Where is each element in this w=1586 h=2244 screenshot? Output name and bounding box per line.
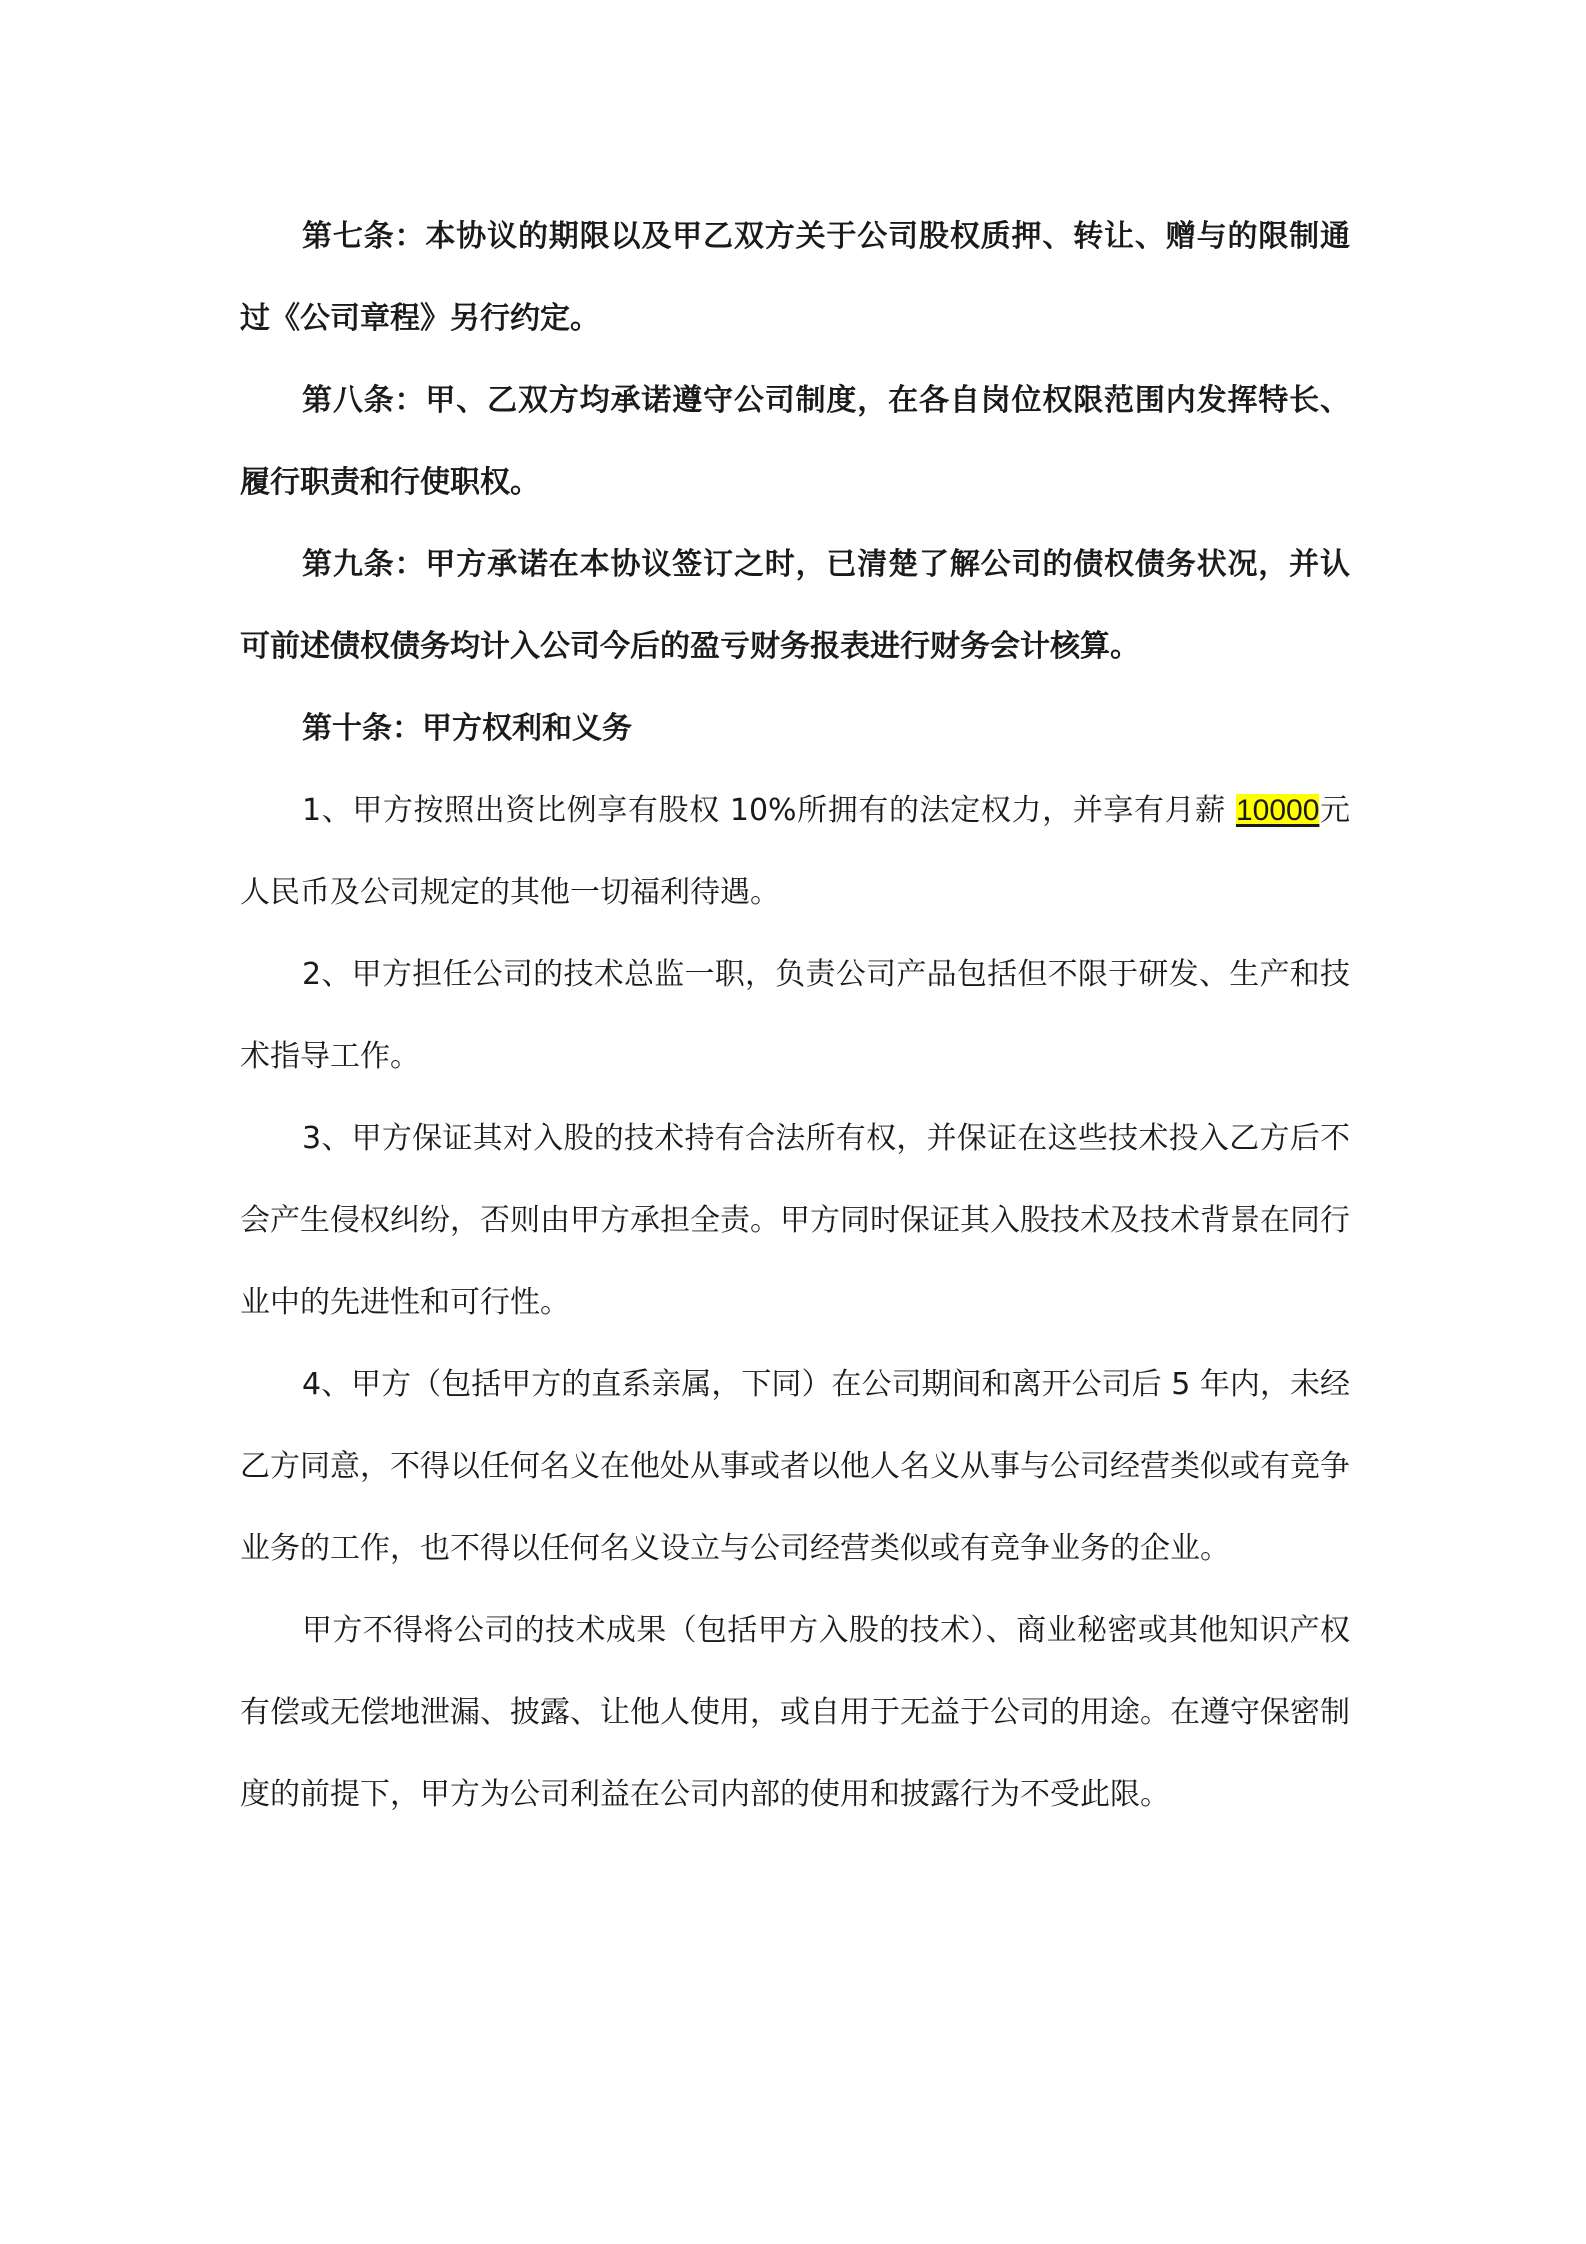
- item-3: 3、甲方保证其对入股的技术持有合法所有权，并保证在这些技术投入乙方后不会产生侵权纠纷，否则由甲方承担全责。甲方同时保证其入股技术及技术背景在同行业中的先进性和可行性。: [240, 1121, 1350, 1320]
- item-4: 4、甲方（包括甲方的直系亲属，下同）在公司期间和离开公司后 5 年内，未经乙方同意，不得以任何名义在他处从事或者以他人名义从事与公司经营类似或有竞争业务的工作，也不得以任何名义设立与公司经营类似或有竞争业务的企业。: [240, 1367, 1350, 1566]
- article-10-title: 第十条：甲方权利和义务: [302, 711, 632, 746]
- article-9: 第九条：甲方承诺在本协议签订之时，已清楚了解公司的债权债务状况，并认可前述债权债务均计入公司今后的盈亏财务报表进行财务会计核算。: [240, 547, 1350, 664]
- item-1-text: 1、甲方按照出资比例享有股权 10%所拥有的法定权力，并享有月薪: [302, 793, 1236, 828]
- article-7: 第七条：本协议的期限以及甲乙双方关于公司股权质押、转让、赠与的限制通过《公司章程》另行约定。: [240, 219, 1350, 336]
- item-2: 2、甲方担任公司的技术总监一职，负责公司产品包括但不限于研发、生产和技术指导工作。: [240, 957, 1350, 1074]
- item-1: [240, 770, 1350, 934]
- confidentiality-paragraph: 甲方不得将公司的技术成果（包括甲方入股的技术）、商业秘密或其他知识产权有偿或无偿地泄漏、披露、让他人使用，或自用于无益于公司的用途。在遵守保密制度的前提下，甲方为公司利益在公司内部的使用和披露行为不受此限。: [240, 1613, 1350, 1812]
- item-1-text-end: 元人民币及公司规定的其他一切福利待遇。: [240, 793, 1351, 910]
- salary-highlight: 10000: [1235, 794, 1320, 827]
- article-8: 第八条：甲、乙双方均承诺遵守公司制度，在各自岗位权限范围内发挥特长、履行职责和行使职权。: [240, 383, 1350, 500]
- document-body: [240, 196, 1350, 1836]
